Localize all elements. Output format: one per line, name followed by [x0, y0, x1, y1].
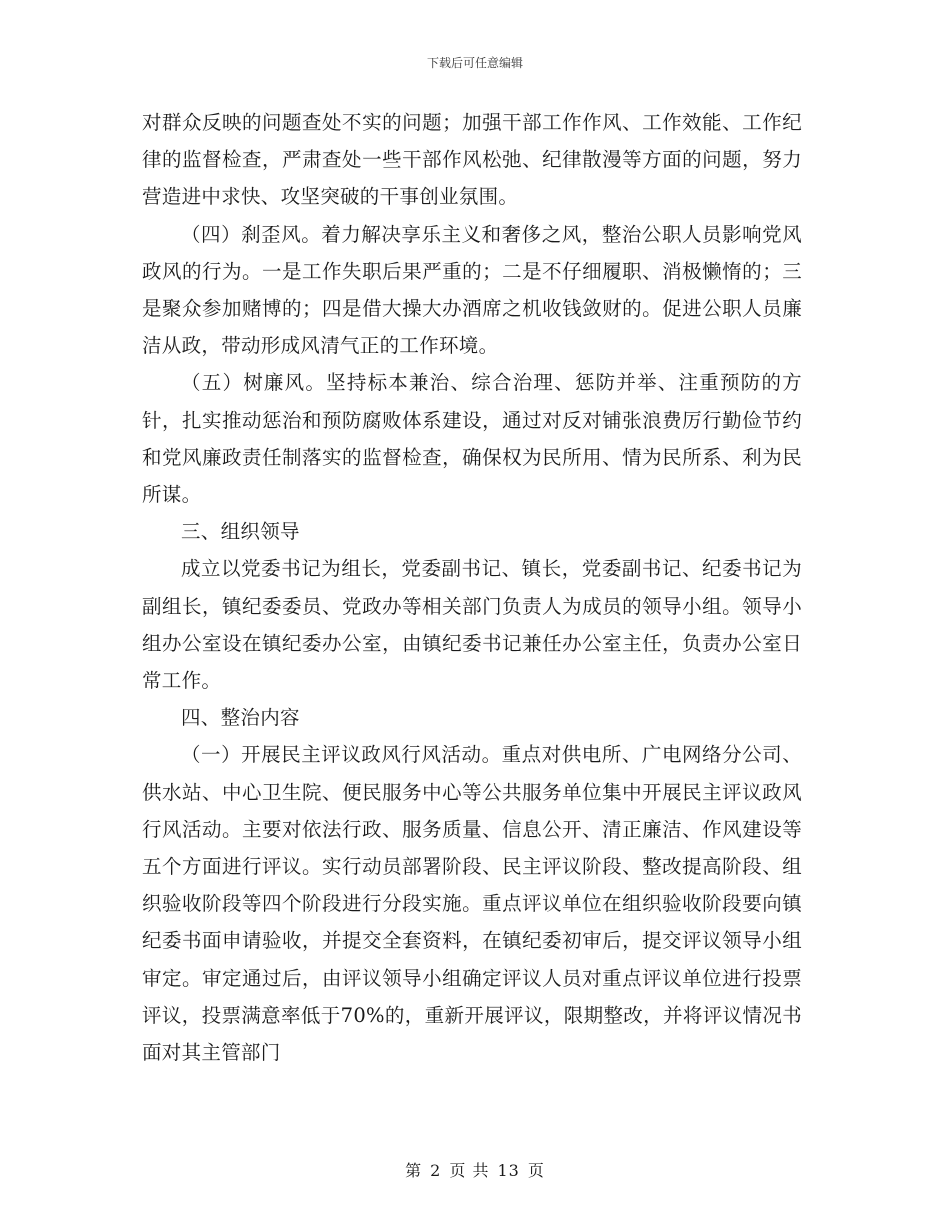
- footer-total-pages: 13: [497, 1161, 520, 1180]
- paragraph-organization: 成立以党委书记为组长，党委副书记、镇长，党委副书记、纪委书记为副组长，镇纪委委员、党政办等相关部门负责人为成员的领导小组。领导小组办公室设在镇纪委办公室，由镇纪委书记兼任办公室主任，负责办公室日常工作。: [142, 557, 802, 693]
- footer-prefix: 第: [405, 1161, 423, 1180]
- header-note: 下载后可任意编辑: [426, 56, 523, 70]
- paragraph-content-1: （一）开展民主评议政风行风活动。重点对供电所、广电网络分公司、供水站、中心卫生院、便民服务中心等公共服务单位集中开展民主评议政风行风活动。主要对依法行政、服务质量、信息公开、清正廉洁、作风建设等五个方面进行评议。实行动员部署阶段、民主评议阶段、整改提高阶段、组织验收阶段等四个阶段进行分段实施。重点评议单位在组织验收阶段要向镇纪委书面申请验收，并提交全套资料，在镇纪委初审后，提交评议领导小组审定。审定通过后，由评议领导小组确定评议人员对重点评议单位进行投票评议，投票满意率低于70%的，重新开展评议，限期整改，并将评议情况书面对其主管部门: [142, 743, 802, 1065]
- paragraph-section-5: （五）树廉风。坚持标本兼治、综合治理、惩防并举、注重预防的方针，扎实推动惩治和预防腐败体系建设，通过对反对铺张浪费厉行勤俭节约和党风廉政责任制落实的监督检查，确保权为民所用、情为民所系、利为民所谋。: [142, 371, 802, 507]
- paragraph-section-4: （四）刹歪风。着力解决享乐主义和奢侈之风，整治公职人员影响党风政风的行为。一是工作失职后果严重的；二是不仔细履职、消极懒惰的；三是聚众参加赌博的；四是借大操大办酒席之机收钱敛财的。促进公职人员廉洁从政，带动形成风清气正的工作环境。: [142, 222, 802, 358]
- document-body: [142, 104, 802, 1071]
- footer-suffix: 页: [527, 1161, 545, 1180]
- heading-organization: 三、组织领导: [181, 520, 300, 544]
- page-footer: [0, 1158, 950, 1181]
- heading-content: 四、整治内容: [181, 706, 300, 730]
- paragraph-continuation: 对群众反映的问题查处不实的问题；加强干部工作作风、工作效能、工作纪律的监督检查，严肃查处一些干部作风松弛、纪律散漫等方面的问题，努力营造进中求快、攻坚突破的干事创业氛围。: [142, 111, 802, 209]
- footer-middle: 页 共: [449, 1161, 490, 1180]
- footer-current-page: 2: [430, 1161, 442, 1180]
